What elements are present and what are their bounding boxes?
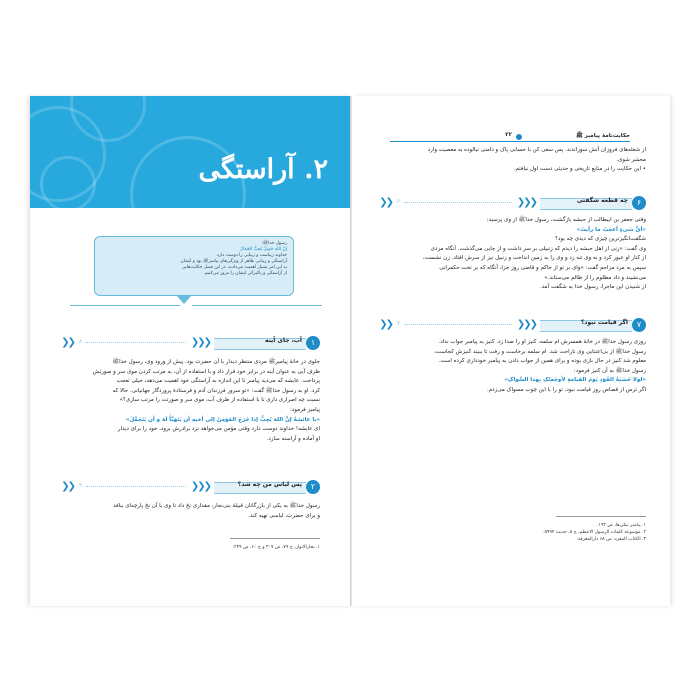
hadith-quote: «أیُّ شیءٍ أعجَبُ ما رأیتَ» — [576, 226, 646, 233]
body-line: سپس به مرد مزاحم گفت: «وای بر تو از حاکم و قاضی روز جزا، آنگاه که بر تخت حکمرانی — [439, 264, 646, 271]
body-line: او آماده و آراسته سازد. — [266, 435, 320, 442]
divider — [192, 305, 322, 306]
body-line: می‌نشیند و داد مظلوم را از ظالم می‌ستاند.» — [544, 274, 646, 281]
dotted-leader — [404, 324, 512, 325]
running-head — [390, 132, 630, 142]
section-body — [58, 358, 320, 444]
intro-arabic: إنَّ اللهَ جَمِيلٌ يُحِبُّ الجَمَالَ — [239, 247, 287, 252]
running-head-title: حکایت‌نامهٔ پیامبر ﷺ — [576, 133, 630, 139]
section-body — [376, 216, 646, 293]
chevrons-icon: ❮❮❮ — [516, 319, 536, 330]
section-heading — [376, 196, 646, 210]
intro-arrow — [176, 295, 192, 304]
section-page-number: ۶ — [396, 198, 400, 205]
body-line: از شنیدن این ماجرا، رسول خدا به شگفت آمد. — [540, 284, 646, 291]
body-line: کرد. او به رسول خداﷺ گفت: «تو سرور فرزندان آدم و فرستادهٔ پروردگار جهانیانی. حالا که — [112, 387, 320, 394]
chapter-banner — [30, 96, 352, 208]
body-line: وقتی جعفر بن ابیطالب از حبشه بازگشت، رسول خداﷺ از وی پرسید: — [486, 217, 646, 223]
body-line: شگفت‌انگیزترین چیزی که دیدی چه بود؟ — [555, 236, 646, 243]
footnotes — [58, 544, 320, 551]
body-line: معلوم شد کنیز در حال بازی بوده و برای همین از جواب دادن به پیامبر خودداری کرده است. — [438, 358, 646, 365]
bullet-icon — [516, 134, 522, 140]
section-body — [376, 338, 646, 396]
section-number: ۶ — [632, 196, 646, 210]
divider — [70, 305, 180, 306]
footnote-rule — [230, 538, 320, 539]
section-title: آب، جای آینه — [264, 337, 302, 344]
section-page-number: ۷ — [396, 320, 400, 327]
chevrons-icon: ❮❮❮ — [190, 337, 210, 348]
intro-line: آراستگی و زیبایی ظاهر از ویژگی‌های پیامبرﷺ بود و ایشان — [180, 259, 287, 264]
body-line: و برای حضرت، لباسی تهیه کند. — [248, 512, 320, 519]
hadith-quote: «لولا خَشیَةُ القَوَدِ یَومَ القیامةِ لأوجَعتُکِ بِهذا السِّواکِ» — [504, 377, 646, 384]
section-number: ۷ — [632, 318, 646, 332]
section-page-number: ۹ — [78, 482, 82, 489]
running-head-rule — [390, 141, 630, 142]
intro-text — [376, 146, 646, 175]
section-title: چه قطعه شگفتی — [576, 197, 628, 204]
book-spread — [30, 96, 670, 606]
section-heading — [58, 336, 320, 350]
intro-line: به این امر بسیار اهمیت می‌دادند. در این فصل حکایت‌هایی — [181, 265, 287, 270]
body-line: پرداخت. عایشه که می‌دید پیامبر تا این اندازه به آراستگی خود اهمیت می‌دهد، خیلی تعجب — [116, 378, 320, 385]
section-title: پس لباس من چه شد؟ — [237, 481, 302, 488]
body-line: رسول خداﷺ به آن کنیز فرمود: — [573, 367, 646, 374]
chapter-intro-box — [94, 236, 294, 296]
section-number: ۲ — [306, 480, 320, 494]
hadith-quote: «یا عائشةُ إنَّ اللهَ یُحِبُّ إذا خَرَجَ المُؤمِنُ إلی أخیهِ أن یَتَهَیَّأَ لَهُ و أن یَتَجَمَّلَ» — [125, 416, 320, 423]
footnotes — [376, 522, 646, 543]
body-line: از شعله‌های فروزان آتش سوزاندند. پس سعی کن با حسابی پاک و دامنی نیالوده به معصیت وارد — [427, 147, 646, 153]
body-line: ای عایشه! خداوند دوست دارد وقتی مؤمن می‌خواهد نزد برادرش برود، خود را برای دیدار — [117, 426, 320, 433]
section-number: ۱ — [306, 336, 320, 350]
body-line: از کنار او عبور کرد و به وی تنه زد و وی را به زمین انداخت و زنبیل نیز از سرش افتاد. زن نشست، — [422, 255, 646, 262]
dotted-leader — [86, 342, 186, 343]
chevrons-icon: ❮❮ — [379, 197, 392, 208]
chevrons-icon: ❮❮ — [379, 319, 392, 330]
intro-line: از آراستگی و پاکیزگی ایشان را مرور می‌کنیم. — [203, 271, 287, 276]
chevrons-icon: ❮❮ — [61, 337, 74, 348]
chapter-name: آراستگی — [198, 154, 295, 185]
left-page — [30, 96, 352, 606]
footnote: ۲. موسوعة کلمات الرسول الاعظم، ج ۸، حدیث ۵۹۹۴. — [543, 530, 646, 535]
body-line: محشر شوی. — [616, 156, 646, 163]
decorative-swirl — [40, 156, 96, 208]
intro-line: خداوند زیباست و زیبایی را دوست دارد. — [215, 253, 287, 258]
body-line: نسبت چه اصراری داری تا با استفاده از ظرف آب، موی سر و صورتت را مرتب سازی؟» — [119, 397, 320, 404]
body-line: اگر ترس از قصاص روز قیامت نبود، تو را با این چوب مسواک می‌زدم. — [487, 386, 646, 393]
body-line: جلوی در خانهٔ پیامبرﷺ مردی منتظر دیدار با آن حضرت بود. پیش از ورود وی، رسول خداﷺ — [112, 359, 320, 365]
dotted-leader — [404, 202, 512, 203]
section-title: اگر قیامت نبود؟ — [580, 319, 628, 326]
section-heading — [376, 318, 646, 332]
body-line: رسول خداﷺ از بی‌اعتنایی وی ناراحت شد. ام سلمه برخاست و رفت تا ببیند کنیزش کجاست، — [434, 348, 646, 355]
section-body — [58, 502, 320, 521]
section-page-number: ۸ — [78, 338, 82, 345]
chevrons-icon: ❮❮ — [61, 481, 74, 492]
footnote-rule — [556, 516, 646, 517]
chapter-title — [198, 154, 328, 185]
chapter-number: ۲. — [304, 154, 328, 185]
page-number: ۲۲ — [505, 132, 512, 138]
intro-heading: رسول خداﷺ: — [261, 241, 287, 246]
section-heading — [58, 480, 320, 494]
body-line: ظرف آبی به عنوان آینه در برابر خود قرار داد و با استفاده از آن، به مرتب کردن موی سر و صورتش — [92, 368, 320, 375]
footnote: ۳. الکتاب المفرد، ص ۶۸ دارالمعرفة. — [576, 537, 646, 542]
body-line: • این حکایت را در منابع تاریخی و حدیثی دست اول نیافتم. — [513, 166, 646, 173]
footnote: ۱. بحارالانوار، ج ۷۹، ص ۳۰۷ و ج ۶۰، ص ۲۴۹. — [232, 545, 320, 550]
body-line: روزی رسول خداﷺ در خانهٔ همسرش ام سلمه، کنیز او را صدا زد. کنیز به پیامبر جواب نداد. — [438, 339, 646, 345]
body-line: رسول خداﷺ به یکی از بازرگانان قبیلهٔ بنی‌نجار، مقداری نخ داد تا وی با آن نخ پارچه‌ای ببافد — [113, 503, 320, 509]
chevrons-icon: ❮❮❮ — [190, 481, 210, 492]
chevrons-icon: ❮❮❮ — [516, 197, 536, 208]
footnote: ۱. پیامبر نیکی‌ها، ص ۱۹۳. — [597, 523, 646, 528]
body-line: پیامبر فرمود: — [289, 406, 320, 413]
dotted-leader — [86, 486, 186, 487]
right-page — [352, 96, 670, 606]
body-line: وی گفت: «زنی از اهل حبشه را دیدم که زنبیلی بر سر داشت و از جایی می‌گذشت. آنگاه مردی — [430, 245, 646, 252]
